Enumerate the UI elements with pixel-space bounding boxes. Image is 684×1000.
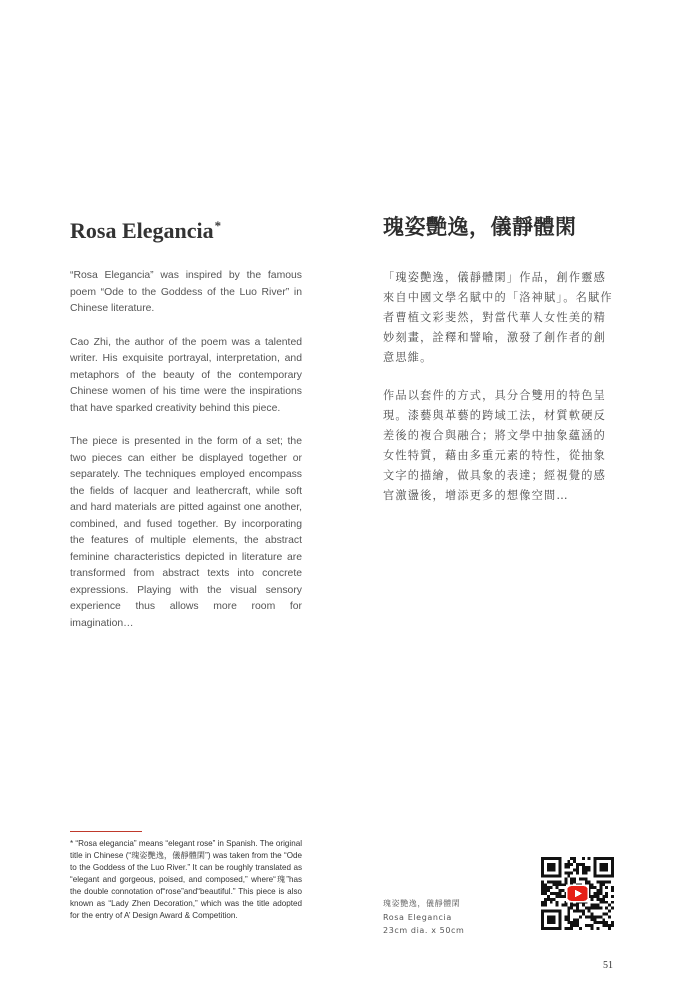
title-english xyxy=(70,218,221,244)
finder-top-right xyxy=(594,857,614,877)
english-paragraph: The piece is presented in the form of a set; the two pieces can either be displayed together or separately. The techniques employed encompass the fields of lacquer and leathercraft, while soft and hard materials are pitted against one another, combined, and fused together. By incorporating the features of multiple elements, the abstract feminine characteristics depicted in literature are transformed from abstract texts into concrete expressions. Playing with the visual sensory experience thus allows more room for imagination… xyxy=(70,436,302,629)
footnote-divider xyxy=(70,831,142,832)
caption-title-english: Rosa Elegancia xyxy=(383,912,452,922)
chinese-paragraph: 「瑰姿艷逸，儀靜體閑」作品，創作靈感來自中國文學名賦中的「洛神賦」。名賦作者曹植文彩斐然，對當代華人女性美的精妙刻畫，詮釋和譬喻，激發了創作者的創意思維。 xyxy=(383,271,613,364)
english-paragraph: “Rosa Elegancia” was inspired by the famous poem “Ode to the Goddess of the Luo River” in Chinese literature. xyxy=(70,270,302,314)
caption-title-chinese: 瑰姿艷逸，儀靜體閑 xyxy=(383,899,461,908)
chinese-body xyxy=(383,268,613,524)
page-number: 51 xyxy=(603,960,613,971)
youtube-play-icon xyxy=(566,885,589,903)
caption-dimensions: 23cm dia. x 50cm xyxy=(383,926,465,935)
chinese-paragraph: 作品以套件的方式，具分合雙用的特色呈現。漆藝與革藝的跨域工法，材質軟硬反差後的複合與融合；將文學中抽象蘊涵的女性特質，藉由多重元素的特性，從抽象文字的描繪，做具象的表達；經視覺的感官激盪後，增添更多的想像空間… xyxy=(383,389,606,502)
footnote: * “Rosa elegancia” means “elegant rose” in Spanish. The original title in Chinese (“瑰姿艷逸，儀靜體閑”) was taken from the “Ode to the Goddess of the Luo River.” It can be roughly translated as “elegant and gorgeous, poised, and composed,” where“瑰”has the double connotation of“rose”and“beautiful.” This piece is also known as “Lady Zhen Decoration,” which was the title adopted for the entry of A’ Design Award & Competition. xyxy=(70,839,302,920)
english-paragraph: Cao Zhi, the author of the poem was a talented writer. His exquisite portrayal, interpretation, and metaphors of the beauty of the contemporary Chinese women of his time were the inspirations that have sparked creativity behind this piece. xyxy=(70,336,302,414)
footnote-marker: * xyxy=(214,217,222,233)
english-body xyxy=(70,268,302,649)
artwork-caption xyxy=(383,897,464,938)
qr-code[interactable] xyxy=(541,857,614,930)
finder-top-left xyxy=(541,857,561,877)
finder-bottom-left xyxy=(541,910,561,930)
title-chinese: 瑰姿艷逸，儀靜體閑 xyxy=(383,215,577,239)
title-english-text: Rosa Elegancia xyxy=(70,218,214,243)
